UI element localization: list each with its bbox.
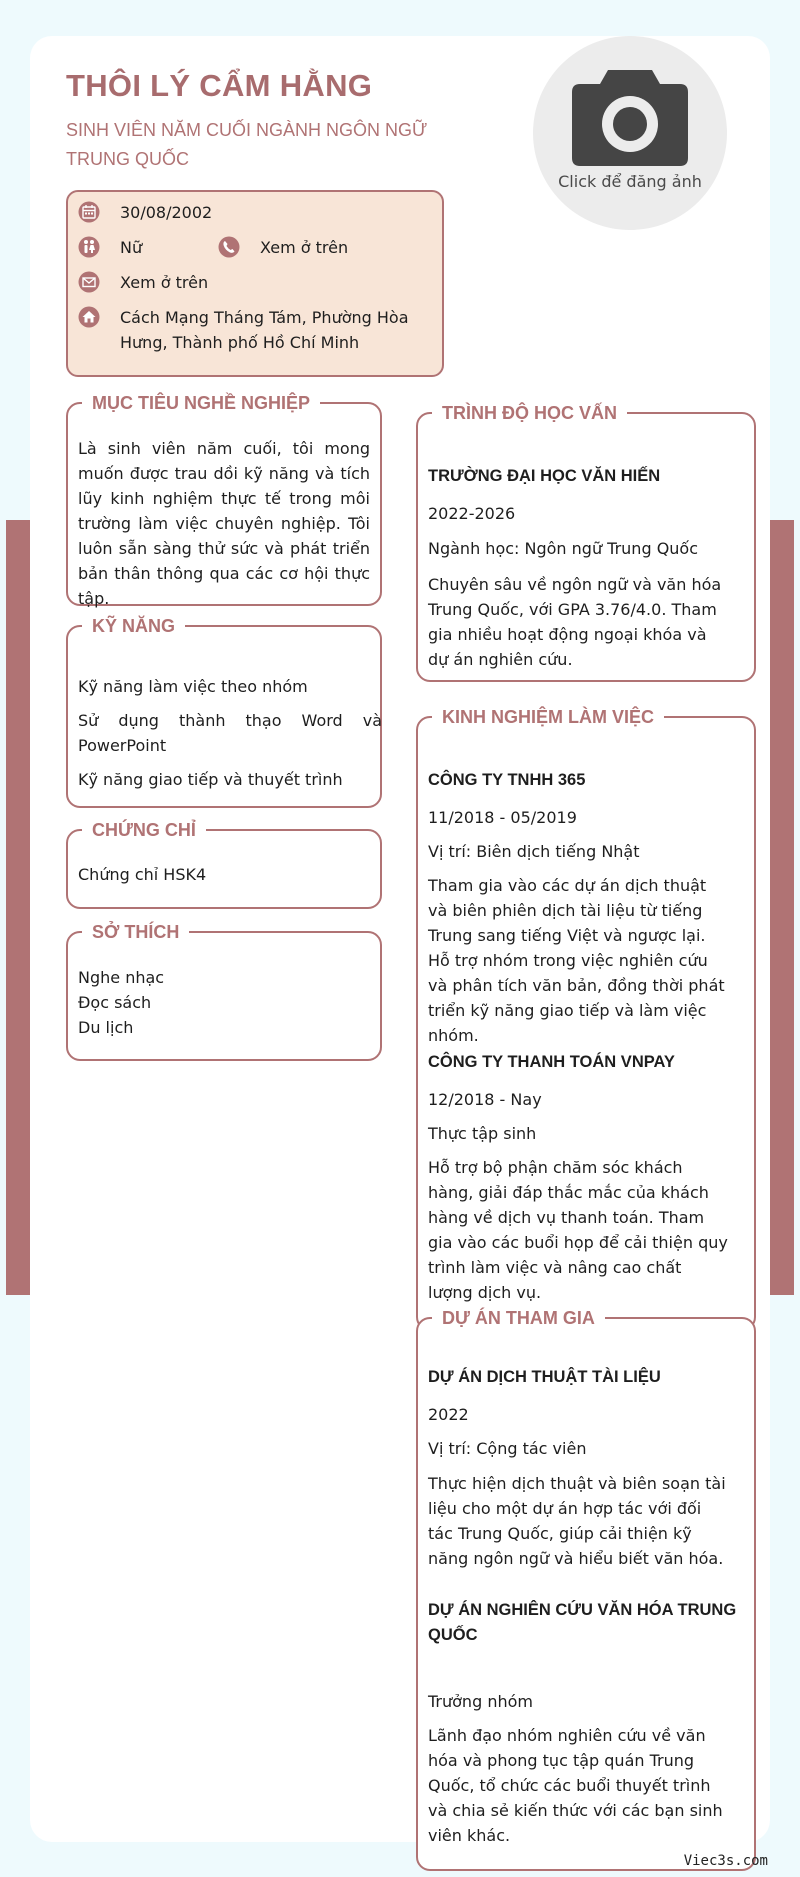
watermark: Viec3s.com [683,1853,768,1869]
job-description[interactable]: Tham gia vào các dự án dịch thuật và biên phiên dịch tài liệu từ tiếng Trung sang tiếng Việt và ngược lại. Hỗ trợ nhóm trong việc nghiên cứu và phân tích văn bản, đồng thời phát triển kỹ năng giao tiếp và làm việc nhóm. [428,876,725,1045]
company-name[interactable]: CÔNG TY TNHH 365 [428,771,586,789]
email-value[interactable]: Xem ở trên [120,273,209,292]
projects-title: DỰ ÁN THAM GIA [432,1306,605,1330]
gender-icon [78,236,100,258]
gender-value[interactable]: Nữ [120,238,143,257]
certificate-item[interactable]: Chứng chỉ HSK4 [78,865,207,884]
left-decor-band [6,520,30,1295]
address-row [78,305,418,355]
company-name[interactable]: CÔNG TY THANH TOÁN VNPAY [428,1053,675,1071]
job-description[interactable]: Hỗ trợ bộ phận chăm sóc khách hàng, giải đáp thắc mắc của khách hàng về dịch vụ thanh toán. Tham gia vào các buổi họp để cải thiện quy trình làm việc và nâng cao chất lượng dịch vụ. [428,1158,728,1302]
school-name[interactable]: TRƯỜNG ĐẠI HỌC VĂN HIẾN [428,467,661,485]
candidate-subtitle[interactable]: SINH VIÊN NĂM CUỐI NGÀNH NGÔN NGỮ TRUNG QUỐC [66,120,428,169]
camera-icon [570,64,690,168]
job-period[interactable]: 11/2018 - 05/2019 [428,808,577,827]
skills-section [66,616,382,808]
project-period[interactable]: 2022 [428,1405,469,1424]
education-years[interactable]: 2022-2026 [428,504,516,523]
phone-icon [218,236,240,258]
project-description[interactable]: Thực hiện dịch thuật và biên soạn tài liệu cho một dự án hợp tác với đối tác Trung Quốc, giúp cải thiện kỹ năng ngôn ngữ và hiểu biết văn hóa. [428,1474,726,1568]
project-name[interactable]: DỰ ÁN DỊCH THUẬT TÀI LIỆU [428,1368,661,1386]
objective-text[interactable]: Là sinh viên năm cuối, tôi mong muốn được trau dồi kỹ năng và tích lũy kinh nghiệm thực tế trong môi trường làm việc chuyên nghiệp. Tôi luôn sẵn sàng thử sức và phát triển bản thân thông qua các cơ hội thực tập. [78,439,370,608]
job-position[interactable]: Thực tập sinh [428,1124,537,1143]
education-section [416,403,756,682]
email-icon [78,271,100,293]
job-period[interactable]: 12/2018 - Nay [428,1090,542,1109]
candidate-name[interactable]: THÔI LÝ CẨM HẰNG [66,68,373,103]
phone-value[interactable]: Xem ở trên [260,238,349,257]
phone-row [218,235,348,260]
project-position[interactable]: Vị trí: Cộng tác viên [428,1439,587,1458]
education-title: TRÌNH ĐỘ HỌC VẤN [432,401,627,425]
objective-section [66,393,382,608]
project-position[interactable]: Trưởng nhóm [428,1692,533,1711]
hobby-item[interactable]: Du lịch [78,1018,134,1037]
right-decor-band [770,520,794,1295]
education-description[interactable]: Chuyên sâu về ngôn ngữ và văn hóa Trung Quốc, với GPA 3.76/4.0. Tham gia nhiều hoạt động ngoại khóa và dự án nghiên cứu. [428,575,722,669]
certificates-title: CHỨNG CHỈ [82,818,206,842]
hobbies-section [66,922,382,1061]
skills-title: KỸ NĂNG [82,614,185,638]
home-icon [78,306,100,328]
skill-item[interactable]: Kỹ năng làm việc theo nhóm [78,677,308,696]
address-value[interactable]: Cách Mạng Tháng Tám, Phường Hòa Hưng, Thành phố Hồ Chí Minh [120,308,409,352]
hobby-item[interactable]: Nghe nhạc [78,968,165,987]
projects-section [416,1308,756,1871]
avatar-upload[interactable] [533,36,727,230]
experience-title: KINH NGHIỆM LÀM VIỆC [432,705,664,729]
birthdate-row [78,200,212,225]
objective-title: MỤC TIÊU NGHỀ NGHIỆP [82,391,320,415]
calendar-icon [78,201,100,223]
project-name[interactable]: DỰ ÁN NGHIÊN CỨU VĂN HÓA TRUNG QUỐC [428,1601,737,1644]
hobbies-title: SỞ THÍCH [82,920,189,944]
education-major[interactable]: Ngành học: Ngôn ngữ Trung Quốc [428,539,699,558]
job-position[interactable]: Vị trí: Biên dịch tiếng Nhật [428,842,640,861]
gender-row [78,235,142,260]
experience-section [416,707,756,1331]
skill-item[interactable]: Sử dụng thành thạo Word và PowerPoint [78,711,382,755]
email-row [78,270,208,295]
birthdate-value[interactable]: 30/08/2002 [120,203,213,222]
skill-item[interactable]: Kỹ năng giao tiếp và thuyết trình [78,770,343,789]
cv-page [30,36,770,1845]
hobby-item[interactable]: Đọc sách [78,993,152,1012]
certificates-section [66,820,382,909]
project-description[interactable]: Lãnh đạo nhóm nghiên cứu về văn hóa và phong tục tập quán Trung Quốc, tổ chức các buổi thuyết trình và chia sẻ kiến thức với các bạn sinh viên khác. [428,1726,723,1845]
avatar-upload-label: Click để đăng ảnh [558,172,702,191]
personal-info-box [66,190,444,377]
